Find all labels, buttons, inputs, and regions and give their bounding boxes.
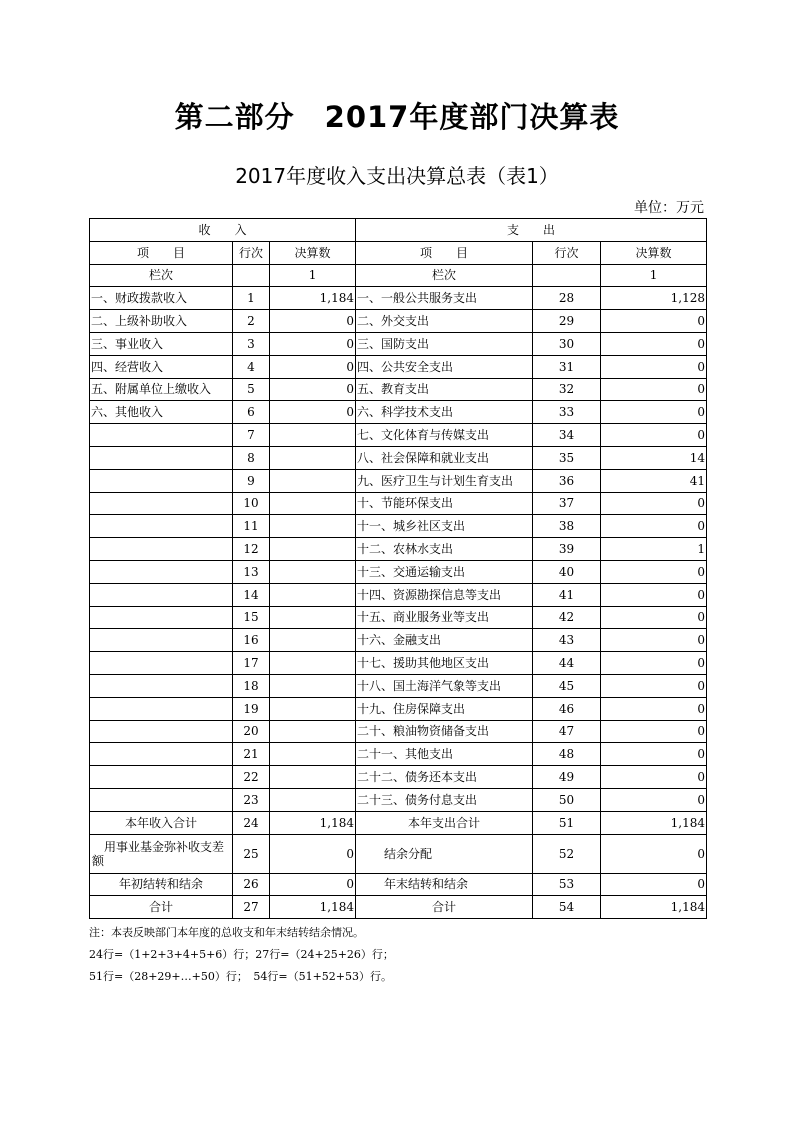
expense-row-number: 38: [533, 515, 601, 538]
expense-header: 支 出: [356, 219, 707, 242]
income-amount: [270, 720, 356, 743]
expense-row-number: 48: [533, 743, 601, 766]
table-row: [90, 538, 707, 561]
budget-table: [89, 218, 707, 919]
grand-total-num-right: 54: [533, 896, 601, 919]
note-line-2: 24行=（1+2+3+4+5+6）行；27行=（24+25+26）行；: [89, 948, 394, 961]
income-row-number: 21: [233, 743, 270, 766]
table-row: [90, 424, 707, 447]
income-amount: [270, 538, 356, 561]
expense-row-number: 31: [533, 355, 601, 378]
begin-label: 年初结转和结余: [90, 873, 233, 896]
expense-row-number: 49: [533, 766, 601, 789]
table-row: [90, 720, 707, 743]
table-row: [90, 287, 707, 310]
table-row: [90, 401, 707, 424]
expense-row-number: 43: [533, 629, 601, 652]
total-row: [90, 811, 707, 834]
expense-amount: 0: [601, 515, 707, 538]
expense-item-cell: 二、外交支出: [356, 310, 533, 333]
income-row-number: 16: [233, 629, 270, 652]
income-amount: [270, 446, 356, 469]
end-num: 53: [533, 873, 601, 896]
table-row: [90, 766, 707, 789]
income-item-cell: [90, 652, 233, 675]
begin-value: 0: [270, 873, 356, 896]
table-row: [90, 606, 707, 629]
income-row-number: 17: [233, 652, 270, 675]
expense-item-cell: 十五、商业服务业等支出: [356, 606, 533, 629]
table-row: [90, 469, 707, 492]
income-row-number: 7: [233, 424, 270, 447]
table-row: [90, 629, 707, 652]
income-row-number: 19: [233, 697, 270, 720]
lanci-label-left: 栏次: [90, 264, 233, 287]
income-amount: 1,184: [270, 287, 356, 310]
income-row-number: 5: [233, 378, 270, 401]
table-row: [90, 332, 707, 355]
expense-item-cell: 八、社会保障和就业支出: [356, 446, 533, 469]
expense-total-label: 本年支出合计: [356, 811, 533, 834]
income-item-cell: [90, 446, 233, 469]
income-row-number: 8: [233, 446, 270, 469]
unit-label: 单位：万元: [634, 200, 704, 216]
expense-item-cell: 十六、金融支出: [356, 629, 533, 652]
expense-item-cell: 十九、住房保障支出: [356, 697, 533, 720]
expense-item-cell: 二十二、债务还本支出: [356, 766, 533, 789]
column-header-row: [90, 241, 707, 264]
income-row-number: 9: [233, 469, 270, 492]
col-row-header: 行次: [233, 241, 270, 264]
expense-item-cell: 二十一、其他支出: [356, 743, 533, 766]
expense-amount: 0: [601, 332, 707, 355]
expense-item-cell: 十四、资源勘探信息等支出: [356, 583, 533, 606]
income-row-number: 1: [233, 287, 270, 310]
income-amount: [270, 469, 356, 492]
expense-row-number: 40: [533, 560, 601, 583]
col-row-header-right: 行次: [533, 241, 601, 264]
page-title: 第二部分 2017年度部门决算表: [174, 100, 620, 134]
table-row: [90, 560, 707, 583]
expense-row-number: 36: [533, 469, 601, 492]
expense-amount: 14: [601, 446, 707, 469]
income-item-cell: 三、事业收入: [90, 332, 233, 355]
lanci-num-left: 1: [270, 264, 356, 287]
notes: [89, 922, 394, 988]
income-row-number: 20: [233, 720, 270, 743]
expense-amount: 0: [601, 766, 707, 789]
grand-total-value-left: 1,184: [270, 896, 356, 919]
expense-item-cell: 三、国防支出: [356, 332, 533, 355]
income-item-cell: [90, 469, 233, 492]
expense-amount: 0: [601, 424, 707, 447]
expense-amount: 1: [601, 538, 707, 561]
income-item-cell: [90, 424, 233, 447]
income-amount: [270, 766, 356, 789]
fund-label: 用事业基金弥补收支差额: [90, 834, 233, 873]
income-amount: [270, 674, 356, 697]
income-item-cell: [90, 697, 233, 720]
income-row-number: 4: [233, 355, 270, 378]
income-amount: 0: [270, 310, 356, 333]
fund-num: 25: [233, 834, 270, 873]
expense-amount: 0: [601, 583, 707, 606]
lanci-empty-right: [533, 264, 601, 287]
expense-amount: 41: [601, 469, 707, 492]
lanci-label-right: 栏次: [356, 264, 533, 287]
income-amount: [270, 492, 356, 515]
expense-amount: 0: [601, 401, 707, 424]
table-row: [90, 788, 707, 811]
expense-row-number: 32: [533, 378, 601, 401]
table-row: [90, 515, 707, 538]
expense-amount: 1,128: [601, 287, 707, 310]
table-row: [90, 310, 707, 333]
income-amount: [270, 515, 356, 538]
income-item-cell: [90, 560, 233, 583]
income-item-cell: 六、其他收入: [90, 401, 233, 424]
expense-amount: 0: [601, 743, 707, 766]
surplus-label: 结余分配: [356, 834, 533, 873]
expense-item-cell: 六、科学技术支出: [356, 401, 533, 424]
income-row-number: 18: [233, 674, 270, 697]
expense-item-cell: 十七、援助其他地区支出: [356, 652, 533, 675]
lanci-num-right: 1: [601, 264, 707, 287]
income-row-number: 12: [233, 538, 270, 561]
begin-num: 26: [233, 873, 270, 896]
income-amount: [270, 788, 356, 811]
expense-amount: 0: [601, 310, 707, 333]
col-item-header: 项 目: [90, 241, 233, 264]
expense-total-value: 1,184: [601, 811, 707, 834]
expense-row-number: 37: [533, 492, 601, 515]
table-row: [90, 743, 707, 766]
income-item-cell: 二、上级补助收入: [90, 310, 233, 333]
expense-amount: 0: [601, 697, 707, 720]
grand-total-label-right: 合计: [356, 896, 533, 919]
expense-item-cell: 二十三、债务付息支出: [356, 788, 533, 811]
income-item-cell: [90, 629, 233, 652]
income-item-cell: 一、财政拨款收入: [90, 287, 233, 310]
income-item-cell: 四、经营收入: [90, 355, 233, 378]
income-item-cell: [90, 606, 233, 629]
income-row-number: 6: [233, 401, 270, 424]
expense-total-num: 51: [533, 811, 601, 834]
expense-amount: 0: [601, 378, 707, 401]
income-total-label: 本年收入合计: [90, 811, 233, 834]
expense-row-number: 39: [533, 538, 601, 561]
surplus-value: 0: [601, 834, 707, 873]
income-row-number: 13: [233, 560, 270, 583]
income-row-number: 15: [233, 606, 270, 629]
expense-amount: 0: [601, 492, 707, 515]
expense-row-number: 50: [533, 788, 601, 811]
income-item-cell: [90, 766, 233, 789]
grand-total-num-left: 27: [233, 896, 270, 919]
income-row-number: 10: [233, 492, 270, 515]
surplus-num: 52: [533, 834, 601, 873]
fund-row: [90, 834, 707, 873]
expense-item-cell: 二十、粮油物资储备支出: [356, 720, 533, 743]
expense-item-cell: 七、文化体育与传媒支出: [356, 424, 533, 447]
end-value: 0: [601, 873, 707, 896]
note-line-1: 注：本表反映部门本年度的总收支和年末结转结余情况。: [89, 926, 364, 939]
grand-total-label-left: 合计: [90, 896, 233, 919]
expense-amount: 0: [601, 652, 707, 675]
expense-item-cell: 十二、农林水支出: [356, 538, 533, 561]
grand-total-row: [90, 896, 707, 919]
income-item-cell: 五、附属单位上缴收入: [90, 378, 233, 401]
expense-amount: 0: [601, 560, 707, 583]
income-amount: [270, 652, 356, 675]
income-amount: [270, 606, 356, 629]
income-total-value: 1,184: [270, 811, 356, 834]
income-amount: [270, 583, 356, 606]
expense-row-number: 28: [533, 287, 601, 310]
expense-amount: 0: [601, 355, 707, 378]
income-row-number: 23: [233, 788, 270, 811]
carryover-row: [90, 873, 707, 896]
expense-item-cell: 四、公共安全支出: [356, 355, 533, 378]
expense-item-cell: 十、节能环保支出: [356, 492, 533, 515]
table-row: [90, 697, 707, 720]
expense-row-number: 30: [533, 332, 601, 355]
income-amount: [270, 629, 356, 652]
income-item-cell: [90, 492, 233, 515]
expense-item-cell: 十三、交通运输支出: [356, 560, 533, 583]
income-item-cell: [90, 720, 233, 743]
end-label: 年末结转和结余: [356, 873, 533, 896]
table-title: 2017年度收入支出决算总表（表1）: [235, 164, 559, 188]
income-row-number: 22: [233, 766, 270, 789]
income-item-cell: [90, 788, 233, 811]
expense-item-cell: 十八、国土海洋气象等支出: [356, 674, 533, 697]
table-row: [90, 378, 707, 401]
income-row-number: 2: [233, 310, 270, 333]
income-item-cell: [90, 583, 233, 606]
table-row: [90, 492, 707, 515]
expense-row-number: 35: [533, 446, 601, 469]
grand-total-value-right: 1,184: [601, 896, 707, 919]
note-line-3: 51行=（28+29+…+50）行； 54行=（51+52+53）行。: [89, 970, 392, 983]
table-row: [90, 583, 707, 606]
income-item-cell: [90, 743, 233, 766]
income-amount: 0: [270, 355, 356, 378]
income-row-number: 11: [233, 515, 270, 538]
table-row: [90, 355, 707, 378]
income-row-number: 14: [233, 583, 270, 606]
expense-item-cell: 九、医疗卫生与计划生育支出: [356, 469, 533, 492]
col-item-header-right: 项 目: [356, 241, 533, 264]
col-amount-header: 决算数: [270, 241, 356, 264]
expense-item-cell: 一、一般公共服务支出: [356, 287, 533, 310]
expense-item-cell: 五、教育支出: [356, 378, 533, 401]
expense-amount: 0: [601, 720, 707, 743]
expense-amount: 0: [601, 629, 707, 652]
expense-row-number: 47: [533, 720, 601, 743]
expense-row-number: 45: [533, 674, 601, 697]
expense-row-number: 46: [533, 697, 601, 720]
expense-row-number: 44: [533, 652, 601, 675]
fund-value: 0: [270, 834, 356, 873]
lanci-row: [90, 264, 707, 287]
expense-amount: 0: [601, 606, 707, 629]
expense-row-number: 29: [533, 310, 601, 333]
income-header: 收 入: [90, 219, 356, 242]
income-amount: 0: [270, 401, 356, 424]
section-header-row: [90, 219, 707, 242]
expense-row-number: 42: [533, 606, 601, 629]
income-amount: [270, 743, 356, 766]
expense-item-cell: 十一、城乡社区支出: [356, 515, 533, 538]
col-amount-header-right: 决算数: [601, 241, 707, 264]
income-amount: [270, 697, 356, 720]
income-item-cell: [90, 515, 233, 538]
expense-row-number: 34: [533, 424, 601, 447]
income-row-number: 3: [233, 332, 270, 355]
income-amount: 0: [270, 332, 356, 355]
income-amount: [270, 560, 356, 583]
expense-amount: 0: [601, 674, 707, 697]
expense-amount: 0: [601, 788, 707, 811]
expense-row-number: 41: [533, 583, 601, 606]
income-item-cell: [90, 674, 233, 697]
income-amount: [270, 424, 356, 447]
income-amount: 0: [270, 378, 356, 401]
table-row: [90, 674, 707, 697]
table-row: [90, 446, 707, 469]
lanci-empty-left: [233, 264, 270, 287]
income-item-cell: [90, 538, 233, 561]
expense-row-number: 33: [533, 401, 601, 424]
income-total-num: 24: [233, 811, 270, 834]
table-row: [90, 652, 707, 675]
